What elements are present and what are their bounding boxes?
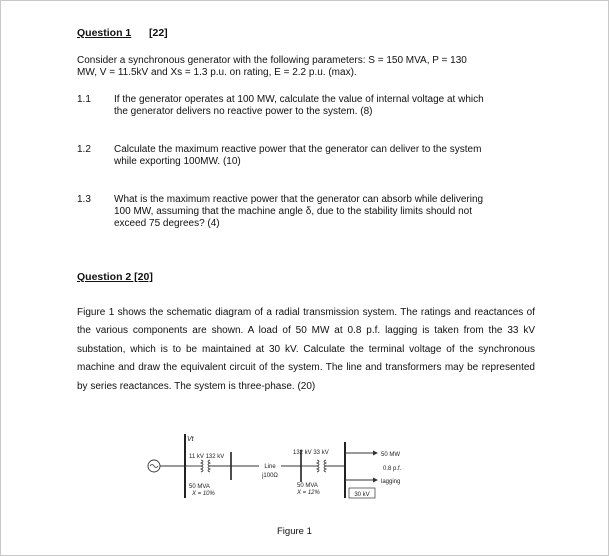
line-impedance-label: j100Ω — [262, 473, 278, 479]
figure-caption: Figure 1 — [277, 526, 312, 537]
load-pf-label: 0.8 p.f. — [383, 466, 402, 472]
transformer-t2-symbol — [317, 460, 326, 472]
load-type-label: lagging — [381, 479, 401, 485]
bus-voltage-label: 30 kV — [354, 492, 370, 498]
item-number: 1.1 — [77, 94, 91, 105]
t1-voltage-label: 11 kV 132 kV — [189, 454, 225, 460]
radial-transmission-schematic — [141, 426, 441, 502]
item-text-line: If the generator operates at 100 MW, calculate the value of internal voltage at which — [114, 94, 484, 105]
terminal-voltage-label: Vt — [187, 436, 194, 443]
item-number: 1.2 — [77, 144, 91, 155]
line-label: Line — [264, 464, 276, 470]
question-1-intro-line-2: MW, V = 11.5kV and Xs = 1.3 p.u. on rating, E = 2.2 p.u. (max). — [77, 67, 357, 78]
generator-sine-icon — [150, 465, 158, 468]
t1-reactance-label: X = 10% — [192, 491, 215, 497]
question-1-marks: [22] — [149, 27, 168, 39]
question-1-title: Question 1 — [77, 27, 132, 39]
load-arrow-icon — [373, 451, 378, 456]
item-number: 1.3 — [77, 194, 91, 205]
item-text-line: while exporting 100MW. (10) — [114, 156, 241, 167]
item-text-line: What is the maximum reactive power that the generator can absorb while delivering — [114, 194, 484, 205]
t2-reactance-label: X = 12% — [297, 490, 320, 496]
question-2-paragraph: Figure 1 shows the schematic diagram of a radial transmission system. The ratings and reactances of the various components are shown. A load of 50 MW at 0.8 p.f. lagging is taken from the 33 kV substation, which is to be maintained at 30 kV. Calculate the terminal voltage of the synchronous machine and draw the equivalent circuit of the system. The line and transformers may be represented by series reactances. The system is three-phase. (20) — [77, 307, 535, 392]
t1-rating-label: 50 MVA — [189, 484, 210, 490]
item-text-line: 100 MW, assuming that the machine angle δ, due to the stability limits should not — [114, 206, 472, 217]
question-1-intro-line-1: Consider a synchronous generator with the following parameters: S = 150 MVA, P = 130 — [77, 55, 467, 66]
load-power-label: 50 MW — [381, 452, 401, 458]
question-2-title: Question 2 [20] — [77, 271, 153, 283]
t2-voltage-label: 132 kV 33 kV — [293, 450, 329, 456]
item-text-line: exceed 75 degrees? (4) — [114, 218, 220, 229]
t2-rating-label: 50 MVA — [297, 483, 318, 489]
load-arrow-icon — [373, 478, 378, 483]
item-text-line: Calculate the maximum reactive power that the generator can deliver to the system — [114, 144, 482, 155]
transformer-t1-symbol — [201, 460, 210, 472]
item-text-line: the generator delivers no reactive power to the system. (8) — [114, 106, 373, 117]
